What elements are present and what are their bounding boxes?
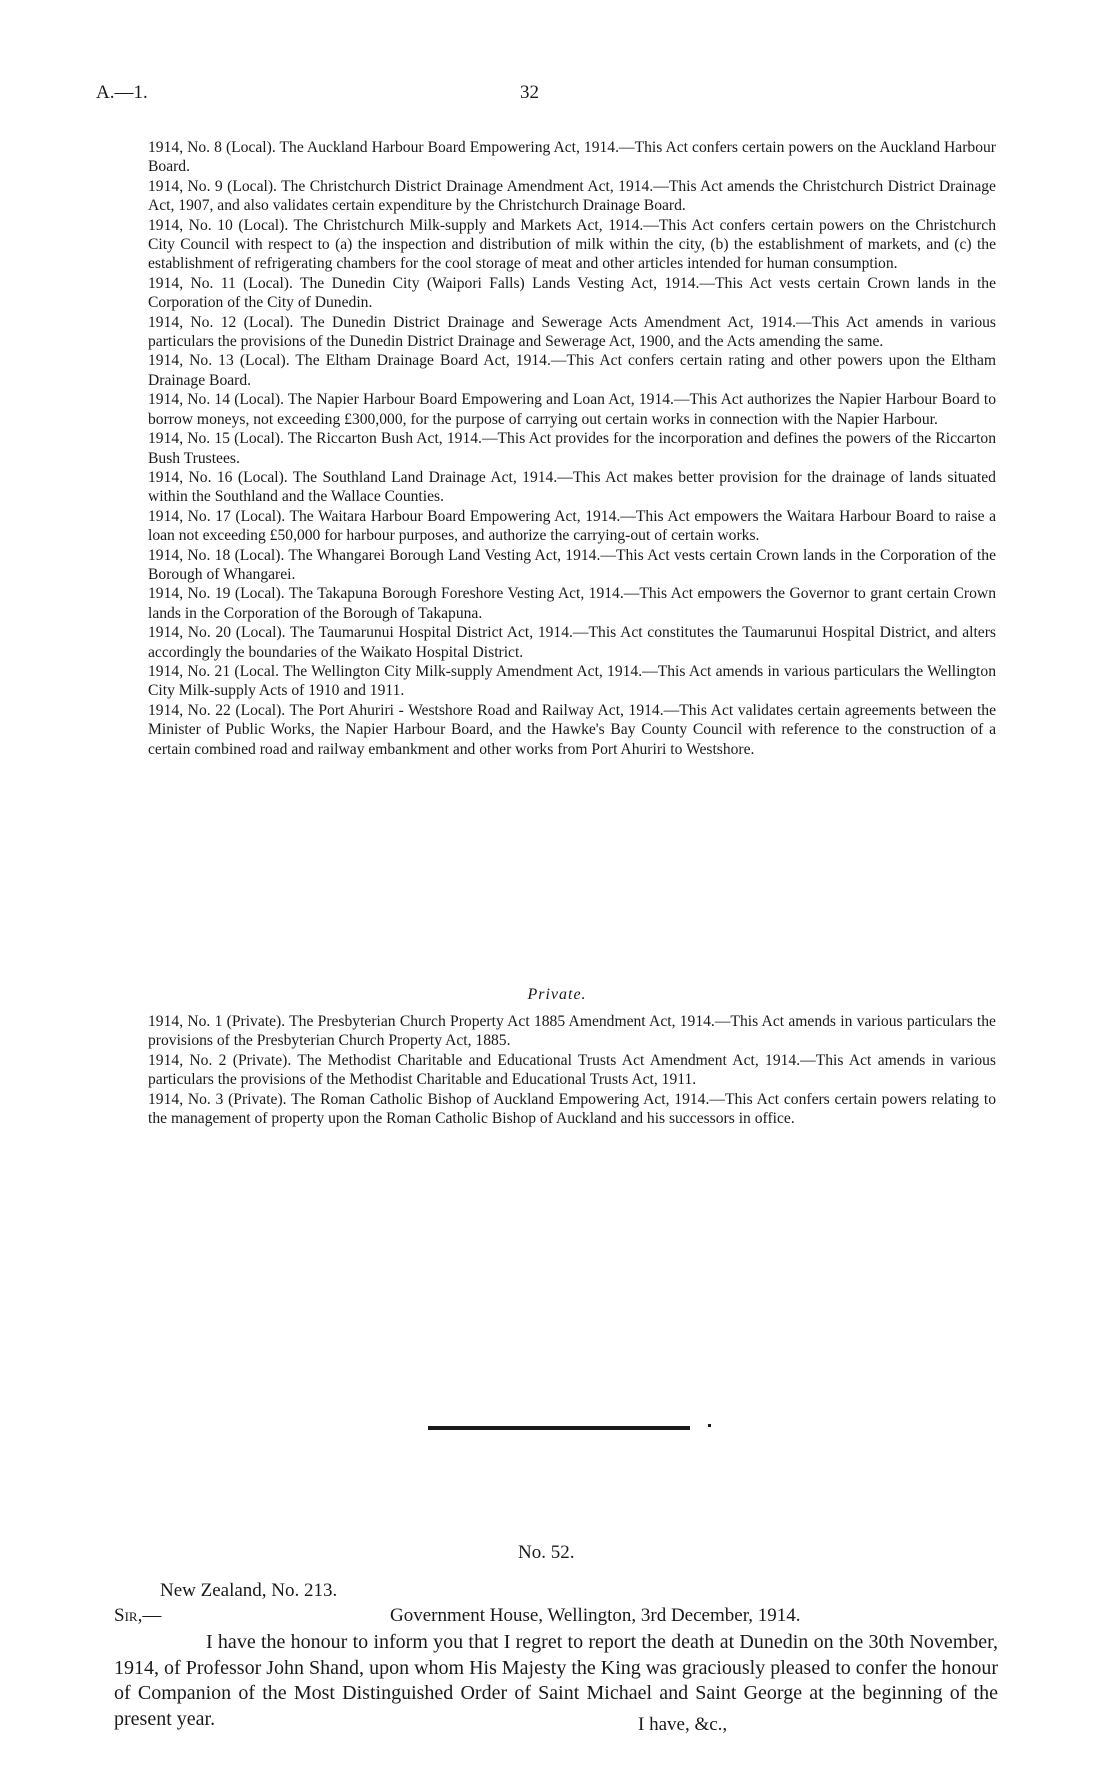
- private-section-heading: Private.: [527, 986, 587, 1003]
- act-ref: 1914, No. 17 (Local).: [148, 507, 286, 525]
- act-text: The Waitara Harbour Board Empowering Act, 1914.—This Act empowers the Waitara Harbour Board to raise a loan not exceeding £50,000 for harbour purposes, and authorize the carrying-out of certain works.: [148, 507, 996, 545]
- act-ref: 1914, No. 3 (Private).: [148, 1090, 287, 1108]
- act-text: The Methodist Charitable and Educational Trusts Act Amendment Act, 1914.—This Act amends in various particulars the provisions of the Methodist Charitable and Educational Trusts Act, 1911.: [148, 1051, 996, 1089]
- local-acts-list: [148, 138, 996, 759]
- act-ref: 1914, No. 14 (Local).: [148, 391, 284, 409]
- act-ref: 1914, No. 11 (Local).: [148, 274, 293, 292]
- act-entry: [148, 138, 996, 177]
- act-ref: 1914, No. 21 (Local.: [148, 662, 279, 680]
- act-text: The Southland Land Drainage Act, 1914.—This Act makes better provision for the drainage of lands situated within the Southland and the Wallace Counties.: [148, 468, 996, 506]
- act-text: The Dunedin District Drainage and Sewerage Acts Amendment Act, 1914.—This Act amends in various particulars the provisions of the Dunedin District Drainage and Sewerage Act, 1900, and the Acts amending the same.: [148, 313, 996, 351]
- act-ref: 1914, No. 13 (Local).: [148, 352, 290, 370]
- section-divider: [428, 1426, 690, 1430]
- act-entry: [148, 546, 996, 585]
- act-text: The Takapuna Borough Foreshore Vesting Act, 1914.—This Act empowers the Governor to grant certain Crown lands in the Corporation of the Borough of Takapuna.: [148, 585, 996, 622]
- salutation: Sir,—: [114, 1605, 162, 1626]
- act-text: The Napier Harbour Board Empowering and Loan Act, 1914.—This Act authorizes the Napier Harbour Board to borrow moneys, not exceeding £300,000, for the purpose of carrying out certain works in connection with the Napier Harbour.: [148, 391, 996, 428]
- act-ref: 1914, No. 22 (Local).: [148, 701, 286, 719]
- act-entry: [148, 1090, 996, 1129]
- dispatch-number: No. 52.: [518, 1542, 575, 1563]
- act-text: The Taumarunui Hospital District Act, 1914.—This Act constitutes the Taumarunui Hospital District, and alters accordingly the boundaries of the Waikato Hospital District.: [148, 624, 996, 661]
- act-ref: 1914, No. 15 (Local).: [148, 430, 284, 448]
- act-ref: 1914, No. 16 (Local).: [148, 468, 288, 486]
- act-text: The Wellington City Milk-supply Amendment Act, 1914.—This Act amends in various particulars the Wellington City Milk-supply Acts of 1910 and 1911.: [148, 662, 996, 700]
- act-entry: [148, 429, 996, 468]
- act-text: The Dunedin City (Waipori Falls) Lands Vesting Act, 1914.—This Act vests certain Crown lands in the Corporation of the City of Dunedin.: [148, 274, 996, 312]
- act-text: The Presbyterian Church Property Act 1885 Amendment Act, 1914.—This Act amends in various particulars the provisions of the Presbyterian Church Property Act, 1885.: [148, 1013, 996, 1050]
- act-entry: [148, 313, 996, 352]
- act-ref: 1914, No. 2 (Private).: [148, 1051, 292, 1069]
- private-acts-list: [148, 1012, 996, 1128]
- letter-body: [114, 1630, 998, 1732]
- page-header: [96, 82, 1016, 108]
- act-entry: [148, 1012, 996, 1051]
- act-ref: 1914, No. 19 (Local).: [148, 585, 285, 603]
- act-text: The Riccarton Bush Act, 1914.—This Act provides for the incorporation and defines the powers of the Riccarton Bush Trustees.: [148, 430, 996, 467]
- act-text: The Port Ahuriri - Westshore Road and Railway Act, 1914.—This Act validates certain agreements between the Minister of Public Works, the Napier Harbour Board, and the Hawke's Bay County Council with reference to the construction of a certain combined road and railway embankment and other works from Port Ahuriri to Westshore.: [148, 701, 996, 758]
- act-text: The Christchurch Milk-supply and Markets Act, 1914.—This Act confers certain powers on the Christchurch City Council with respect to (a) the inspection and distribution of milk within the city, (b) the establishment of markets, and (c) the establishment of refrigerating chambers for the cool storage of meat and other articles intended for human consumption.: [148, 216, 996, 273]
- act-entry: [148, 390, 996, 429]
- page-number: 32: [520, 82, 539, 103]
- act-ref: 1914, No. 12 (Local).: [148, 313, 294, 331]
- act-ref: 1914, No. 20 (Local).: [148, 624, 286, 642]
- act-ref: 1914, No. 8 (Local).: [148, 139, 276, 156]
- act-entry: [148, 584, 996, 623]
- act-ref: 1914, No. 10 (Local).: [148, 216, 289, 234]
- act-text: The Auckland Harbour Board Empowering Act, 1914.—This Act confers certain powers on the Auckland Harbour Board.: [148, 139, 996, 176]
- act-text: The Christchurch District Drainage Amendment Act, 1914.—This Act amends the Christchurch District Drainage Act, 1907, and also validates certain expenditure by the Christchurch Drainage Board.: [148, 177, 996, 215]
- act-entry: [148, 1051, 996, 1090]
- act-entry: [148, 623, 996, 662]
- dateline: Government House, Wellington, 3rd December, 1914.: [390, 1605, 801, 1626]
- act-entry: [148, 177, 996, 216]
- letter-closing: I have, &c.,: [638, 1714, 728, 1735]
- act-entry: [148, 701, 996, 759]
- divider-dot: [708, 1424, 711, 1427]
- act-text: The Roman Catholic Bishop of Auckland Empowering Act, 1914.—This Act confers certain powers relating to the management of property upon the Roman Catholic Bishop of Auckland and his successors in office.: [148, 1090, 996, 1128]
- dispatch-reference: New Zealand, No. 213.: [160, 1580, 338, 1601]
- act-ref: 1914, No. 18 (Local).: [148, 546, 285, 564]
- act-entry: [148, 468, 996, 507]
- parliamentary-paper-ref: A.—1.: [96, 82, 148, 103]
- act-entry: [148, 351, 996, 390]
- act-text: The Eltham Drainage Board Act, 1914.—This Act confers certain rating and other powers upon the Eltham Drainage Board.: [148, 352, 996, 389]
- act-ref: 1914, No. 9 (Local).: [148, 177, 277, 195]
- act-ref: 1914, No. 1 (Private).: [148, 1013, 286, 1030]
- letter-paragraph: I have the honour to inform you that I regret to report the death at Dunedin on the 30th November, 1914, of Professor John Shand, upon whom His Majesty the King was graciously pleased to confer the honour of Companion of the Most Distinguished Order of Saint Michael and Saint George at the beginning of the present year.: [114, 1631, 998, 1730]
- act-entry: [148, 274, 996, 313]
- act-entry: [148, 662, 996, 701]
- act-entry: [148, 216, 996, 274]
- act-entry: [148, 507, 996, 546]
- act-text: The Whangarei Borough Land Vesting Act, 1914.—This Act vests certain Crown lands in the Corporation of the Borough of Whangarei.: [148, 546, 996, 583]
